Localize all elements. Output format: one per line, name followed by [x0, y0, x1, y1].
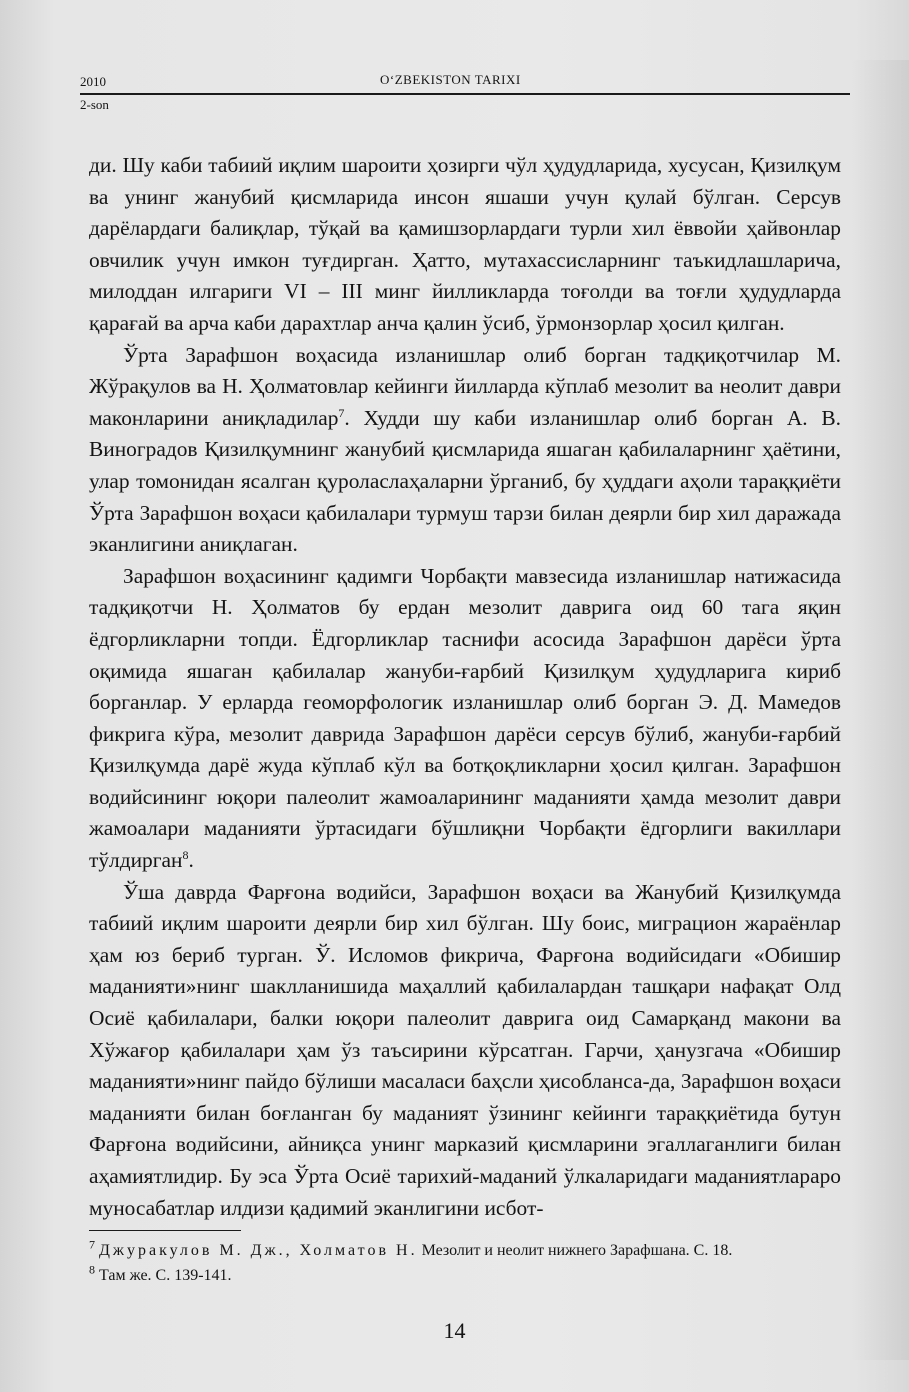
paragraph-text: Ўрта Зарафшон воҳасида изланишлар олиб борган тадқиқотчилар М. Жўрақулов ва Н. Ҳолматовлар кейинги йилларда кўплаб мезолит ва неолит даври маконларини аниқладилар [89, 342, 841, 430]
header-year: 2010 [80, 74, 106, 89]
paragraph [89, 561, 841, 877]
journal-title: O‘ZBEKISTON TARIXI [380, 72, 521, 87]
paragraph-text: Худди шу каби изланишлар олиб борган А. В. Виноградов Қизилқумнинг жанубий қисмларида яшаган қабилаларнинг ҳаётини, улар томонидан ясалган қуроласлаҳаларни ўрганиб, бу ҳуддаги аҳоли тараққиёти Ўрта Зарафшон воҳаси қабилалари турмуш тарзи билан деярли бир хил даражада эканлигини аниқлаган. [89, 405, 841, 557]
show-through-shadow [849, 60, 909, 1360]
footnote-number: 8 [89, 1262, 95, 1277]
paragraph: ди. Шу каби табиий иқлим шароити ҳозирги чўл ҳудудларида, хусусан, Қизилқум ва унинг жанубий қисмларида инсон яшаши учун қулай бўлган. Серсув дарёлардаги балиқлар, тўқай ва қамишзорлардаги турли хил ёввойи ҳайвонлар овчилик учун имкон туғдирган. Ҳатто, мутахассисларнинг таъкидлашларича, милоддан илгариги VI – III минг йилликларда тоғолди ва тоғли ҳудудларда қарағай ва арча каби дарахтлар анча қалин ўсиб, ўрмонзорлар ҳосил қилган. [89, 153, 841, 335]
period: . [344, 405, 350, 430]
body-text [89, 150, 841, 1224]
paragraph: Ўша даврда Фарғона водийси, Зарафшон воҳаси ва Жанубий Қизилқумда табиий иқлим шароити деярли бир хил бўлган. Шу боис, миграцион жараёнлар ҳам юз бериб турган. Ў. Исломов фикрича, Фарғона водийсидаги «Обишир маданияти»нинг шаклланишида маҳаллий қабилалардан ташқари нафақат Олд Осиё қабилалари, балки юқори палеолит даврига оид Самарқанд макони ва Хўжағор қабилалари ҳам ўз таъсирини кўрсатган. Гарчи, ҳанузгача «Обишир маданияти»нинг пайдо бўлиши масаласи баҳсли ҳисобланса-да, Зарафшон воҳаси маданияти билан боғланган бу маданият ўзининг кейинги тараққиётида бутун Фарғона водийсини, айниқса унинг марказий қисмларини эгаллаганлиги билан аҳамиятлидир. Бу эса Ўрта Осиё тарихий-маданий ўлкаларидаги маданиятлараро муносабатлар илдизи қадимий эканлигини исбот- [89, 879, 841, 1220]
footnote-ref: 7 [338, 405, 345, 420]
paragraph [89, 340, 841, 561]
running-header [80, 70, 840, 90]
footnote-authors: Джуракулов М. Дж., Холматов Н. [99, 1242, 418, 1259]
footnote-text: Там же. С. 139-141. [99, 1267, 232, 1284]
footnote-ref: 8 [182, 847, 189, 862]
page-number: 14 [443, 1318, 466, 1343]
header-rule [80, 93, 850, 95]
footnote-text: Мезолит и неолит нижнего Зарафшана. С. 18. [421, 1242, 733, 1259]
footnote-8 [89, 1263, 841, 1288]
footnotes [89, 1238, 841, 1288]
paragraph-text: Зарафшон воҳасининг қадимги Чорбақти мавзесида изланишлар натижасида тадқиқотчи Н. Ҳолматов бу ердан мезолит даврига оид 60 тага яқин ёдгорликларни топди. Ёдгорликлар таснифи асосида Зарафшон дарёси ўрта оқимида яшаган қабилалар жануби-ғарбий Қизилқум ҳудудларига кириб борганлар. У ерларда геоморфологик изланишлар олиб борган Э. Д. Мамедов фикрига кўра, мезолит даврида Зарафшон дарёси серсув бўлиб, жануби-ғарбий Қизилқумда дарё жуда кўплаб кўл ва ботқоқликларни ҳосил қилган. Зарафшон водийсининг юқори палеолит жамоаларининг маданияти ҳамда мезолит даври жамоалари маданияти ўртасидаги бўшлиқни Чорбақти ёдгорлиги вакиллари тўлдирган [89, 563, 841, 873]
footnote-number: 7 [89, 1237, 95, 1252]
footnote-7 [89, 1238, 841, 1263]
footnote-rule [89, 1230, 241, 1231]
issue-number: 2-son [80, 97, 109, 112]
period: . [188, 848, 194, 873]
